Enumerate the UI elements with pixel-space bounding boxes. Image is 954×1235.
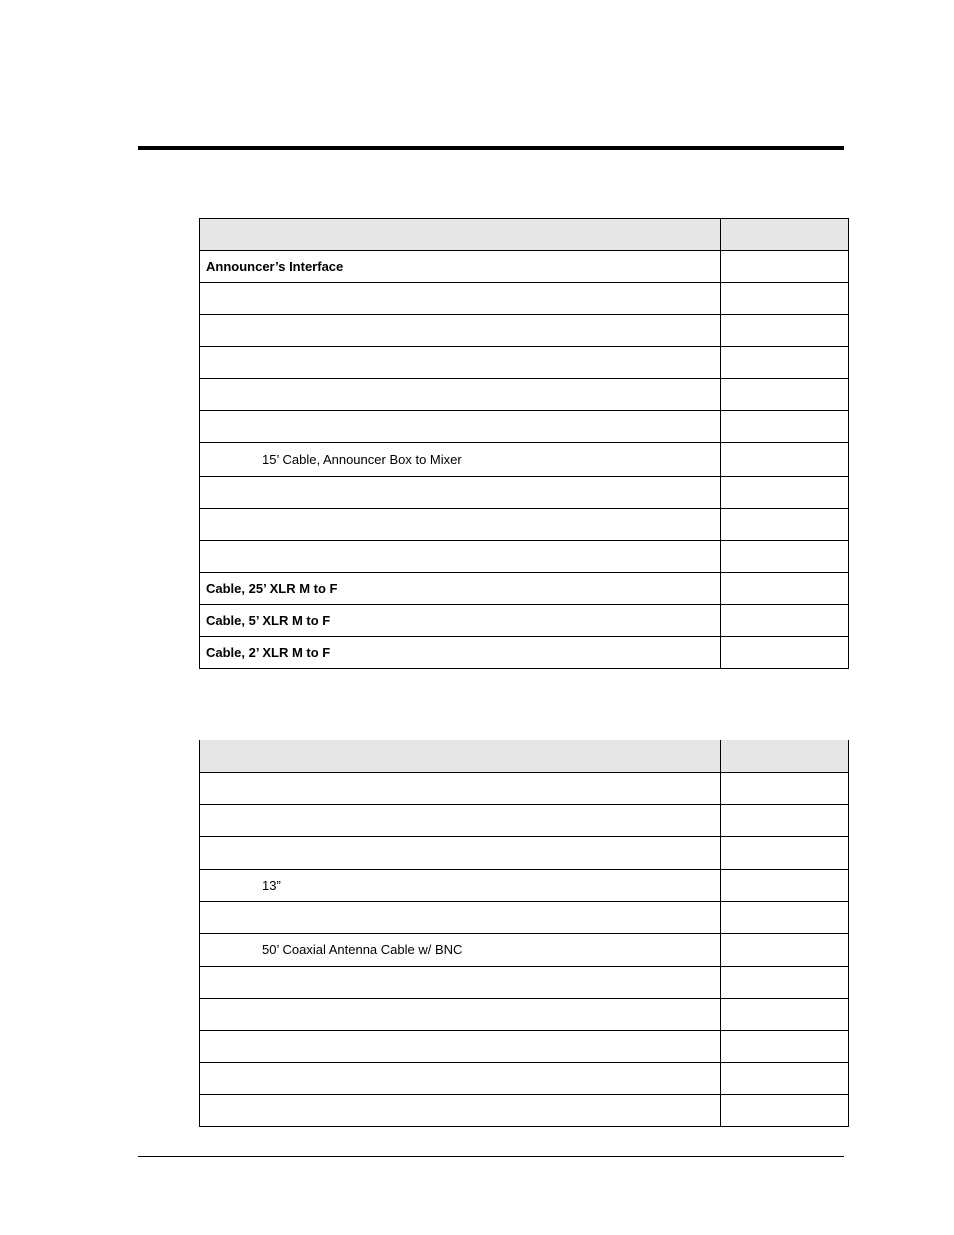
- header-cell-item: [200, 219, 721, 251]
- item-cell: [200, 966, 721, 998]
- table-row: [200, 477, 849, 509]
- item-cell: [200, 477, 721, 509]
- qty-cell: [721, 869, 849, 901]
- table-row: [200, 901, 849, 933]
- table-row: [200, 1030, 849, 1062]
- table-row: [200, 347, 849, 379]
- item-cell: [200, 1030, 721, 1062]
- item-cell: [200, 1094, 721, 1126]
- qty-cell: [721, 1094, 849, 1126]
- qty-cell: [721, 477, 849, 509]
- qty-cell: [721, 411, 849, 443]
- item-cell: 50’ Coaxial Antenna Cable w/ BNC: [200, 933, 721, 966]
- item-cell: [200, 998, 721, 1030]
- qty-cell: [721, 933, 849, 966]
- qty-cell: [721, 347, 849, 379]
- qty-cell: [721, 836, 849, 869]
- header-cell-qty: [721, 219, 849, 251]
- item-cell: Cable, 2’ XLR M to F: [200, 637, 721, 669]
- table-row: [200, 251, 849, 283]
- item-cell: [200, 283, 721, 315]
- table-row: [200, 966, 849, 998]
- item-cell: [200, 541, 721, 573]
- item-cell: Announcer’s Interface: [200, 251, 721, 283]
- qty-cell: [721, 966, 849, 998]
- qty-cell: [721, 443, 849, 477]
- header-rule: [138, 146, 844, 150]
- table-row: [200, 605, 849, 637]
- table-row: [200, 315, 849, 347]
- table-row: [200, 443, 849, 477]
- qty-cell: [721, 998, 849, 1030]
- item-cell: Cable, 5’ XLR M to F: [200, 605, 721, 637]
- item-cell: [200, 509, 721, 541]
- qty-cell: [721, 901, 849, 933]
- header-cell-item: [200, 740, 721, 772]
- qty-cell: [721, 1062, 849, 1094]
- qty-cell: [721, 541, 849, 573]
- qty-cell: [721, 1030, 849, 1062]
- item-cell: [200, 836, 721, 869]
- table-row: [200, 1094, 849, 1126]
- table-row: [200, 1062, 849, 1094]
- item-cell: [200, 804, 721, 836]
- qty-cell: [721, 251, 849, 283]
- table-row: [200, 379, 849, 411]
- qty-cell: [721, 605, 849, 637]
- table-row: [200, 573, 849, 605]
- footer-rule: [138, 1156, 844, 1157]
- qty-cell: [721, 315, 849, 347]
- qty-cell: [721, 573, 849, 605]
- table-row: [200, 836, 849, 869]
- item-cell: 13”: [200, 869, 721, 901]
- qty-cell: [721, 379, 849, 411]
- item-cell: [200, 772, 721, 804]
- qty-cell: [721, 637, 849, 669]
- item-cell: 15’ Cable, Announcer Box to Mixer: [200, 443, 721, 477]
- header-cell-qty: [721, 740, 849, 772]
- table-row: [200, 283, 849, 315]
- item-cell: Cable, 25’ XLR M to F: [200, 573, 721, 605]
- qty-cell: [721, 772, 849, 804]
- table-header-row: [200, 740, 849, 772]
- item-cell: [200, 315, 721, 347]
- table-row: [200, 998, 849, 1030]
- table-row: [200, 637, 849, 669]
- item-cell: [200, 411, 721, 443]
- table-row: [200, 411, 849, 443]
- qty-cell: [721, 804, 849, 836]
- qty-cell: [721, 509, 849, 541]
- table-header-row: [200, 219, 849, 251]
- item-cell: [200, 1062, 721, 1094]
- item-cell: [200, 901, 721, 933]
- item-cell: [200, 379, 721, 411]
- item-cell: [200, 347, 721, 379]
- parts-table-2: [199, 740, 849, 1127]
- qty-cell: [721, 283, 849, 315]
- table-row: [200, 869, 849, 901]
- table-row: [200, 772, 849, 804]
- table-row: [200, 933, 849, 966]
- table-row: [200, 509, 849, 541]
- table-row: [200, 541, 849, 573]
- table-row: [200, 804, 849, 836]
- parts-table-1: [199, 218, 849, 669]
